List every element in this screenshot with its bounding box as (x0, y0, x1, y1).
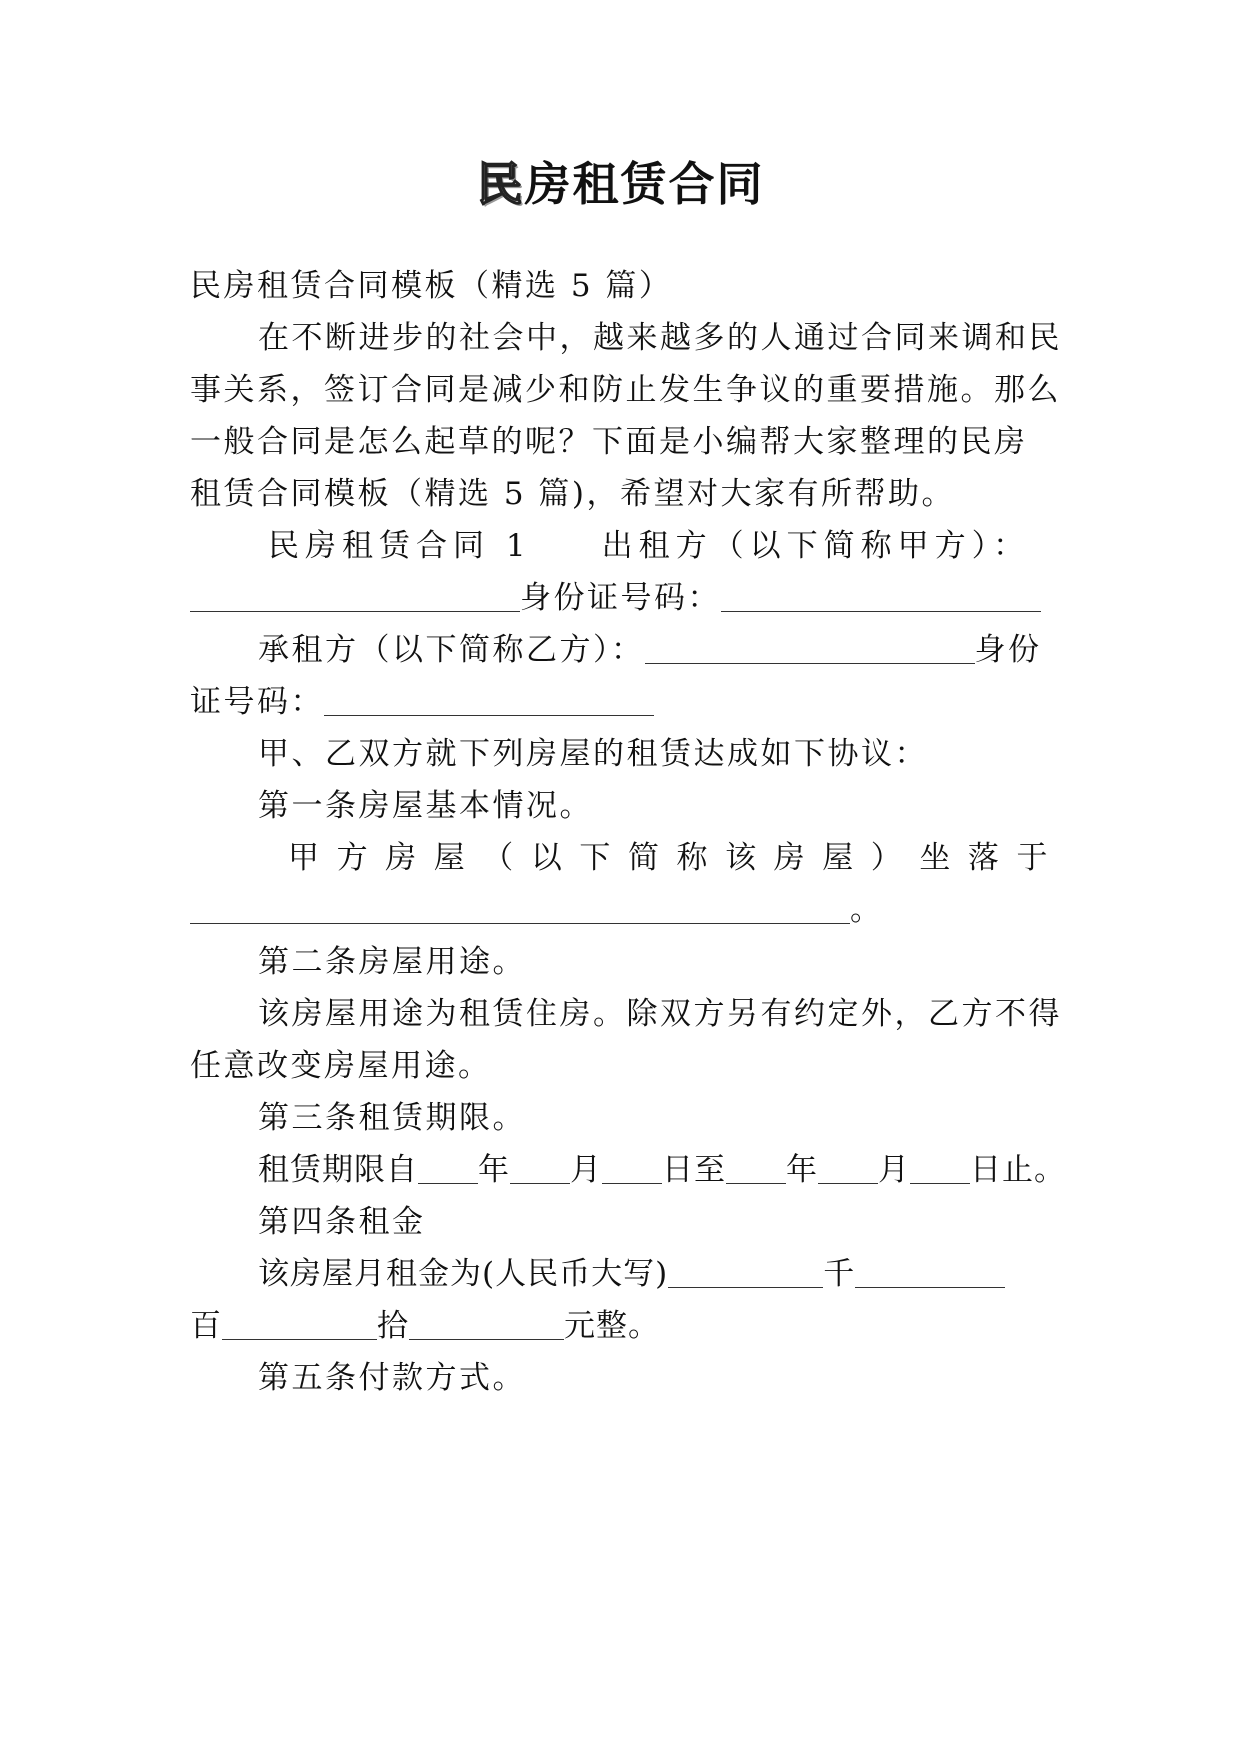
lessee-id-blank (324, 685, 654, 716)
lessor-id-label: 身份证号码： (520, 580, 721, 616)
lessor-id-line (190, 578, 1050, 618)
rent-qian: 千 (823, 1256, 856, 1292)
term-year-2: 年 (786, 1152, 818, 1188)
subtitle: 民房租赁合同模板（精选 5 篇） (190, 268, 673, 304)
end-day-blank (910, 1153, 970, 1184)
lessor-label: 出租方（以下简称甲方）： (601, 528, 1031, 564)
lessee-line (258, 630, 1050, 670)
term-prefix: 租赁期限自 (258, 1152, 418, 1188)
rent-qian-blank (855, 1257, 1005, 1288)
rent-prefix: 该房屋月租金为(人民币大写) (258, 1256, 669, 1292)
rent-shi: 拾 (377, 1308, 409, 1344)
title-first-char: 民 (476, 157, 525, 211)
article-5-heading: 第五条付款方式。 (258, 1360, 526, 1396)
term-day-to: 日至 (662, 1152, 726, 1188)
end-year-blank (726, 1153, 786, 1184)
intro-line-3: 一般合同是怎么起草的呢？下面是小编帮大家整理的民房 (190, 424, 1028, 460)
location-blank (190, 893, 850, 924)
document-title (0, 148, 1241, 214)
rent-line-2 (190, 1306, 1050, 1346)
agreement-line: 甲、乙双方就下列房屋的租赁达成如下协议： (258, 736, 928, 772)
location-line (190, 890, 1050, 930)
term-month-2: 月 (878, 1152, 910, 1188)
lessee-id-tail: 身份 (974, 632, 1042, 668)
intro-line-4: 租赁合同模板（精选 5 篇)，希望对大家有所帮助。 (190, 476, 956, 512)
article-4-heading: 第四条租金 (258, 1204, 426, 1240)
contract1-heading: 民房租赁合同 1 (268, 528, 532, 564)
rent-bai: 百 (190, 1308, 222, 1344)
term-day-end: 日止。 (970, 1152, 1066, 1188)
rent-line (258, 1254, 1050, 1294)
lessee-id-head: 证号码： (190, 684, 324, 720)
intro-line-2: 事关系，签订合同是减少和防止发生争议的重要措施。那么 (190, 372, 1061, 408)
article-2-text-1: 该房屋用途为租赁住房。除双方另有约定外，乙方不得 (258, 996, 1062, 1032)
end-month-blank (818, 1153, 878, 1184)
rent-bai-blank (222, 1309, 377, 1340)
term-year-1: 年 (478, 1152, 510, 1188)
rent-wan-blank (668, 1257, 823, 1288)
article-1-text: 甲方房屋（以下简称该房屋）坐落于 (288, 840, 1050, 876)
lessor-id-blank (721, 581, 1041, 612)
lessee-name-blank (645, 633, 975, 664)
start-day-blank (602, 1153, 662, 1184)
rent-shi-blank (409, 1309, 564, 1340)
lessee-label: 承租方（以下简称乙方）： (258, 632, 645, 668)
contract1-heading-line (268, 526, 1050, 566)
term-month-1: 月 (570, 1152, 602, 1188)
location-period: 。 (850, 892, 884, 928)
article-2-heading: 第二条房屋用途。 (258, 944, 526, 980)
start-month-blank (510, 1153, 570, 1184)
start-year-blank (418, 1153, 478, 1184)
intro-line-1: 在不断进步的社会中，越来越多的人通过合同来调和民 (258, 320, 1062, 356)
lessor-name-blank (190, 581, 520, 612)
lessee-id-line (190, 682, 1050, 722)
title-rest: 房租赁合同 (524, 157, 765, 211)
article-2-text-2: 任意改变房屋用途。 (190, 1048, 492, 1084)
article-3-heading: 第三条租赁期限。 (258, 1100, 526, 1136)
rent-yuan: 元整。 (564, 1308, 660, 1344)
article-1-heading: 第一条房屋基本情况。 (258, 788, 593, 824)
term-line (258, 1150, 1066, 1190)
